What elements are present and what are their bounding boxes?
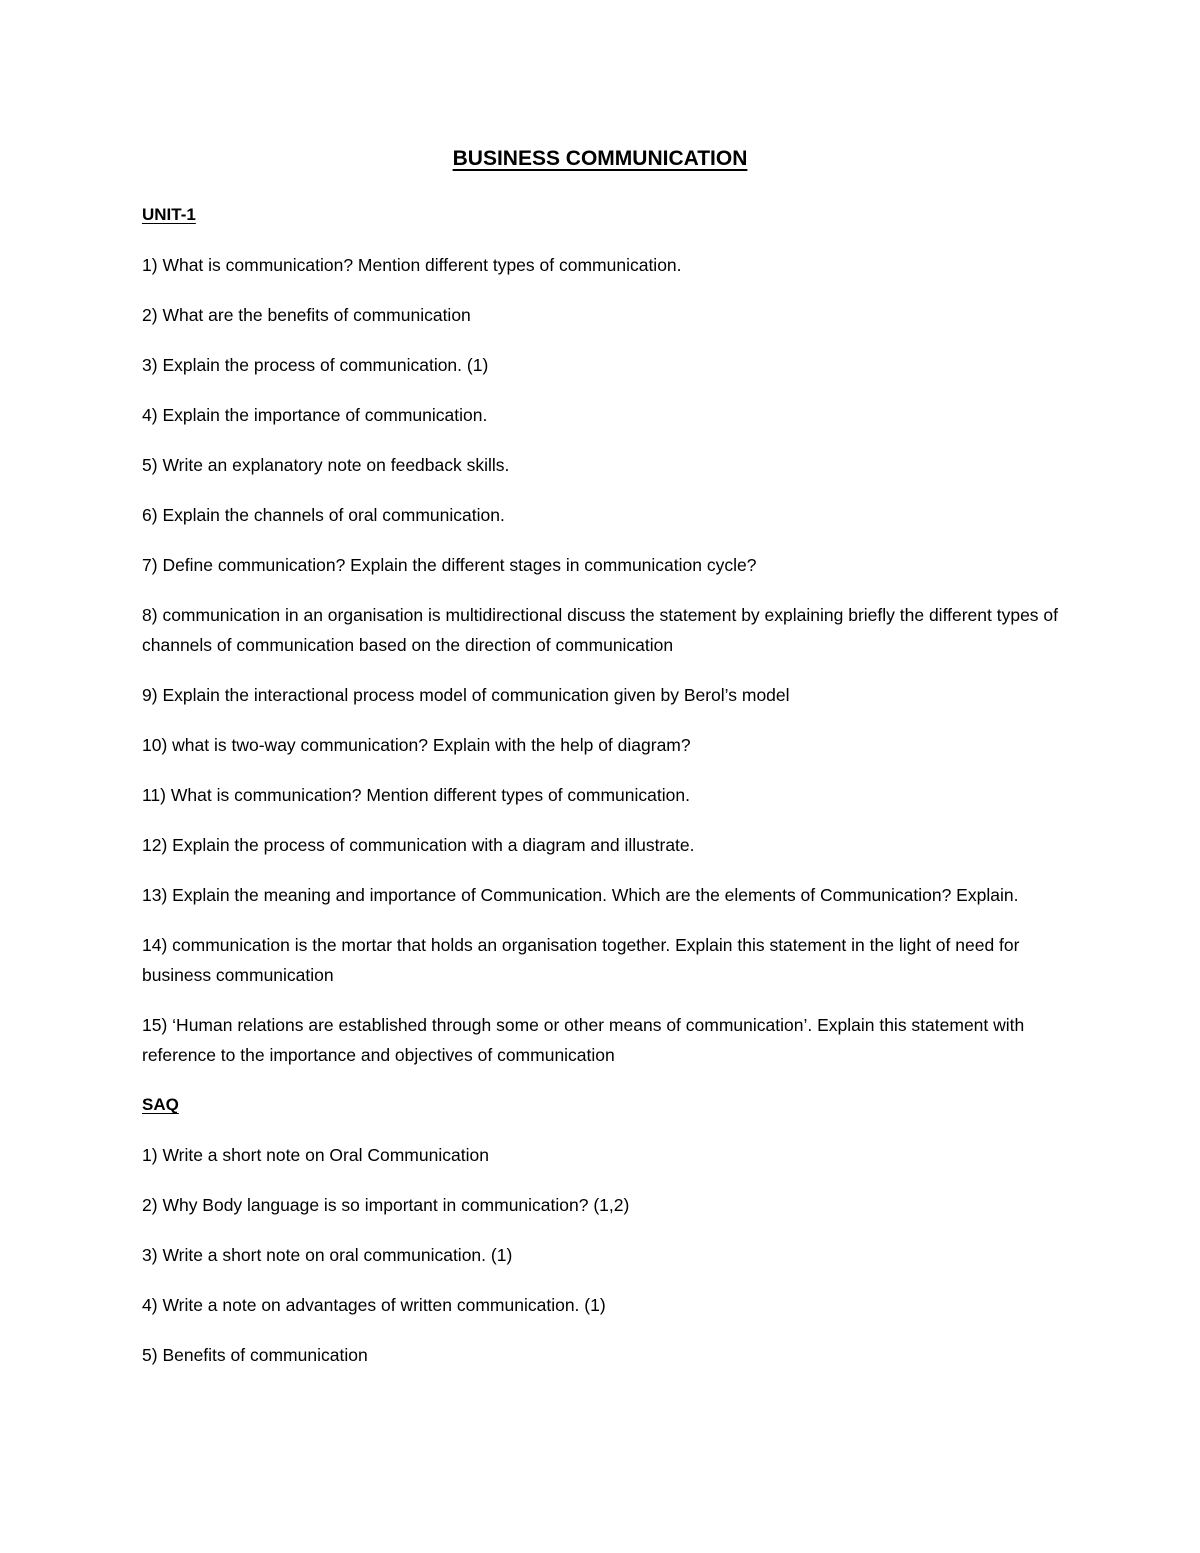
saq-question <box>142 1140 1062 1170</box>
unit-question <box>142 400 1062 430</box>
unit-question-list <box>142 250 1062 1070</box>
saq-question-text: Write a note on advantages of written communication. (1) <box>162 1295 606 1315</box>
unit-question-number: 12) <box>142 835 168 855</box>
unit-question-text: communication is the mortar that holds an organisation together. Explain this statement in the light of need for business communication <box>142 935 1020 985</box>
unit-question <box>142 250 1062 280</box>
unit-question-text: Explain the process of communication with a diagram and illustrate. <box>172 835 695 855</box>
unit-question-number: 10) <box>142 735 168 755</box>
unit-question-number: 14) <box>142 935 168 955</box>
saq-question-number: 2) <box>142 1195 158 1215</box>
unit-question-number: 13) <box>142 885 168 905</box>
unit-question-number: 8) <box>142 605 158 625</box>
unit-question-number: 4) <box>142 405 158 425</box>
unit-question-number: 9) <box>142 685 158 705</box>
unit-question-text: Explain the meaning and importance of Communication. Which are the elements of Communication? Explain. <box>172 885 1019 905</box>
saq-question-number: 1) <box>142 1145 158 1165</box>
unit-question <box>142 450 1062 480</box>
unit-question-text: What is communication? Mention different types of communication. <box>170 785 690 805</box>
unit-question-text: Explain the channels of oral communication. <box>162 505 505 525</box>
unit-question-text: Define communication? Explain the different stages in communication cycle? <box>162 555 757 575</box>
saq-question <box>142 1340 1062 1370</box>
saq-question-number: 5) <box>142 1345 158 1365</box>
saq-heading: SAQ <box>142 1095 179 1114</box>
unit-question-number: 3) <box>142 355 158 375</box>
unit-question <box>142 680 1062 710</box>
unit-question-number: 2) <box>142 305 158 325</box>
saq-question-text: Write a short note on Oral Communication <box>162 1145 489 1165</box>
saq-question-list <box>142 1140 1062 1370</box>
document-content <box>142 200 1062 1390</box>
saq-question-text: Benefits of communication <box>162 1345 368 1365</box>
unit-question-text: communication in an organisation is multidirectional discuss the statement by explaining briefly the different types of channels of communication based on the direction of communication <box>142 605 1059 655</box>
unit-question-text: Write an explanatory note on feedback skills. <box>162 455 510 475</box>
unit-question <box>142 300 1062 330</box>
unit-question <box>142 730 1062 760</box>
unit-question-number: 11) <box>142 785 166 805</box>
unit-question <box>142 780 1062 810</box>
unit-question <box>142 600 1062 660</box>
unit-question-number: 1) <box>142 255 158 275</box>
unit-question <box>142 550 1062 580</box>
unit-question <box>142 830 1062 860</box>
saq-question <box>142 1240 1062 1270</box>
unit-question-number: 6) <box>142 505 158 525</box>
unit-heading: UNIT-1 <box>142 205 196 224</box>
saq-question-number: 3) <box>142 1245 158 1265</box>
unit-question <box>142 880 1062 910</box>
saq-question-text: Write a short note on oral communication. (1) <box>162 1245 513 1265</box>
unit-question-text: ‘Human relations are established through some or other means of communication’. Explain this statement with reference to the importance and objectives of communication <box>142 1015 1025 1065</box>
saq-question-number: 4) <box>142 1295 158 1315</box>
unit-question-text: Explain the interactional process model of communication given by Berol’s model <box>162 685 790 705</box>
unit-question-number: 5) <box>142 455 158 475</box>
unit-question-text: Explain the importance of communication. <box>162 405 488 425</box>
unit-question <box>142 1010 1062 1070</box>
unit-question-text: What are the benefits of communication <box>162 305 471 325</box>
unit-question <box>142 350 1062 380</box>
unit-question-number: 7) <box>142 555 158 575</box>
unit-question <box>142 930 1062 990</box>
unit-question-text: what is two-way communication? Explain with the help of diagram? <box>172 735 691 755</box>
saq-question <box>142 1290 1062 1320</box>
unit-question-number: 15) <box>142 1015 168 1035</box>
unit-question-text: What is communication? Mention different types of communication. <box>162 255 682 275</box>
saq-question <box>142 1190 1062 1220</box>
saq-question-text: Why Body language is so important in communication? (1,2) <box>162 1195 630 1215</box>
document-title <box>0 144 1200 174</box>
unit-question-text: Explain the process of communication. (1) <box>162 355 489 375</box>
unit-question <box>142 500 1062 530</box>
document-title-text: BUSINESS COMMUNICATION <box>452 147 748 170</box>
